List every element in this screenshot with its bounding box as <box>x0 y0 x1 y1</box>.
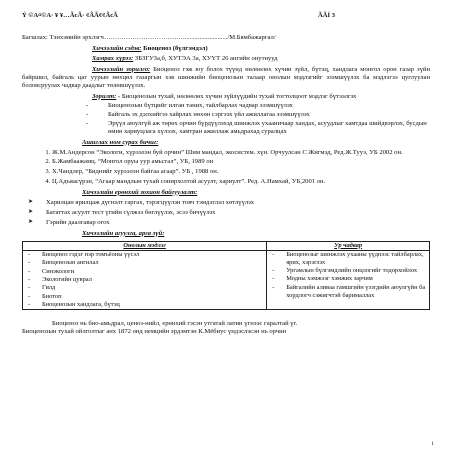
objective-label: Хичээлийн зорилго: <box>92 65 151 73</box>
literature-item: 2. Б.Жамбаажамц. “Монгол оруы уур амьсгал”, УБ, 1989 он <box>52 158 430 166</box>
skill-item: - Байгалийн аливаа гамшгийн үзэгдийн аюулгүйн ба хордлогч сэжигчтэй барималлах <box>286 284 426 300</box>
header-left-text: Ý ©A¤©A· ¥ ¥…ÃcÃ· ¢ÃÃ¢¢ÃcÃ <box>22 12 118 19</box>
literature-item: 1. Ж.М.Андерсон “Экологи, хүрээлэн буй орчин” Шим мандал, экосистем. хүн. Орчуулсан С Жигмэд, Ред.Ж.Тууэ, УБ 2002 он. <box>52 149 430 157</box>
theory-cell <box>23 250 267 310</box>
method-title: Хичээлийн ерөнхий зохион байгуулалт: <box>82 188 198 196</box>
closing-line: Биоценозын тухай ойлголтыг анх 1872 онд немцийн эрдэмтэн К.Мёбиус үндэслэсэн нь орчин <box>22 328 287 336</box>
table-header-skills: Ур чадвар <box>267 241 430 250</box>
standard-value: ЗБЗГУЗа,б, ХУТЭА 3а, ХУҮТ 26 ангийн онутнууд <box>134 55 278 63</box>
teacher-line: Багшлах: Тэнхэмийн эрхлэгч……………………………….........................../М.Бямбажаргал/ <box>22 34 276 42</box>
table-header-theory: Онолын мэдлэг <box>23 241 267 250</box>
standard-label: Хамрах хүрээ: <box>92 55 134 63</box>
goal-item: - Байгаль эх дэлхийгээ хайрлах нөхөн сэргээх үйл ажиллагаа эзэмшүүлэх <box>108 111 430 119</box>
page-header <box>22 12 430 20</box>
closing-paragraph <box>22 320 430 336</box>
goals-first-text: - Биоценозын тухай, нөлөөлөх хүчин зүйлүүдийн тухай тогтолцоот мэдлэг бүтээлгэх <box>117 92 357 100</box>
objective-text: Биоценоз гэж юу болох түүнд нөлөөлөх хүчин зүйл, бүтэц, хандлага монгол орон газар зүйн байршил, байгаль цаг уурын нөхцөл газаргын хэв шинжийн биоценозын талаар онолын мэдлэгийг эзэмшүүлэх ба мэдлэгээ цуглуулан боловсруулах чадвар даадлыг төлөвшүүлэх. <box>22 65 430 89</box>
theory-item: - Гилд <box>42 284 263 292</box>
skill-item: - Модны хэмжээг хэмжих зарчим <box>286 275 426 283</box>
skills-list <box>270 251 426 299</box>
closing-line: Биоценоз нь био-амьдрал, ценоз-нийл, ерөнхий гэсэн утгатай латин үгнээс гаралтай үг. <box>52 320 298 328</box>
method-item: ➤ Гэрийн даалгавар огох <box>46 219 430 227</box>
theory-item: - Биоценозын хандлага, бүтэц <box>42 301 263 309</box>
guide-title: Хичээлийн агуулга, арга зүй: <box>82 229 165 237</box>
skill-item: - Ургамлын бүлгэмдлийн онцлогийг тодорхойлох <box>286 267 426 275</box>
standard-line <box>22 55 430 63</box>
theory-item: - Синэкологи <box>42 268 263 276</box>
goal-item: - Биоценозын бүтцийг илган таних, тайлбарлах чадвар эзэмшүүлэх <box>108 102 430 110</box>
literature-item: 3. Х.Чандлер, “Биднийг хүрээлэн байгаа агаар”. УБ , 1988 он. <box>52 168 430 176</box>
literature-list <box>22 149 430 186</box>
skills-cell <box>267 250 430 310</box>
goal-item: - Эрүүл аюулгүй аж төрөх орчин бүрдүүлэхэд шинжлэх ухааничаар хандах, асуудлыг хамтдаа шийдвэрлэх, бусдын өмнө хариуцлага хүлээх, хамтран ажиллаж амьдрахад суралцах <box>108 120 430 136</box>
goals-label: Зорилт: <box>92 92 117 100</box>
theory-list <box>26 251 263 309</box>
table-header-row <box>23 241 430 250</box>
header-right-text: ÃÃÍ 3 <box>317 12 335 19</box>
content-method-table <box>22 241 430 311</box>
method-item: ➤ Харилцан ярилцаж дүгнэлт гаргах, тэрэгцүүлэн товч тэмдэглэл хөтлүүлэх <box>46 199 430 207</box>
theory-item: - Экологийн цуврал <box>42 276 263 284</box>
topic-line <box>22 45 430 53</box>
goals-block <box>22 93 430 101</box>
goals-first-line <box>92 93 430 101</box>
literature-item: 4. Ц.Адъяасүрэн, “Агаар мандлын тухай сонирхолтой асуулт, хариулт”. Ред. А.Намхай, УБ,2001 он. <box>52 178 430 186</box>
theory-item: - Биоценозын ангилал <box>42 259 263 267</box>
goals-list <box>22 102 430 136</box>
objective-paragraph <box>22 66 430 90</box>
skill-item: - Биоценозыг шинжлэх ухааны үүднээс тайлбарлах, ярих, хэрэглэх <box>286 251 426 267</box>
theory-item: - Биотоп <box>42 293 263 301</box>
method-list <box>22 199 430 227</box>
topic-label: Хичээлийн сэдэв: <box>92 44 142 52</box>
table-row <box>23 250 430 310</box>
theory-item: - Биоценоз гэдэг нэр томъёоны үүсэл <box>42 251 263 259</box>
topic-value: Биоценоз (бүлгэмдэл) <box>143 44 208 52</box>
literature-title: Ашиглах ном сурах бичиг: <box>82 138 159 146</box>
page-number: 1 <box>431 441 434 448</box>
method-item: ➤ Бататтах асуулт тест үгийн сүлжээ бөглүүлэх, эсээ бичүүлэх <box>46 209 430 217</box>
